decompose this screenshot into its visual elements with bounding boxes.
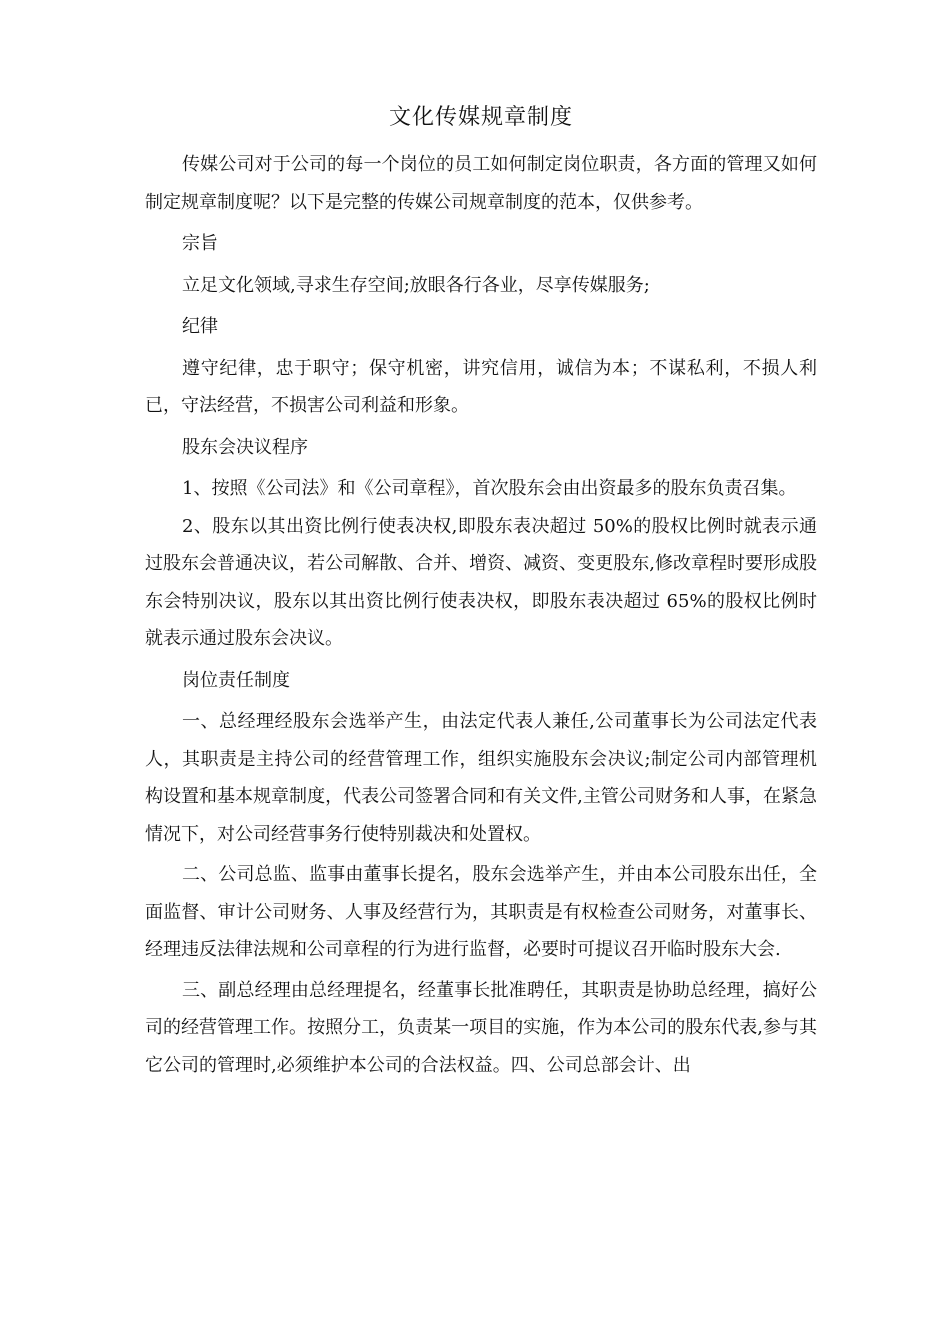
section-heading-purpose: 宗旨	[182, 233, 218, 254]
job-responsibility-paragraph-2: 二、公司总监、监事由董事长提名，股东会选举产生，并由本公司股东出任，全面监督、审计公司财务、人事及经营行为，其职责是有权检查公司财务，对董事长、经理违反法律法规和公司章程的行为进行监督，必要时可提议召开临时股东大会.	[145, 864, 817, 960]
shareholder-paragraph-2: 2、股东以其出资比例行使表决权,即股东表决超过 50%的股权比例时就表示通过股东会普通决议，若公司解散、合并、增资、减资、变更股东,修改章程时要形成股东会特别决议，股东以其出资比例行使表决权，即股东表决超过 65%的股权比例时就表示通过股东会决议。	[145, 515, 817, 649]
job-responsibility-paragraph-1: 一、总经理经股东会选举产生，由法定代表人兼任,公司董事长为公司法定代表人，其职责是主持公司的经营管理工作，组织实施股东会决议;制定公司内部管理机构设置和基本规章制度，代表公司签署合同和有关文件,主管公司财务和人事，在紧急情况下，对公司经营事务行使特别裁决和处置权。	[145, 711, 817, 845]
document-page	[145, 98, 817, 1084]
section-heading-shareholder-procedure: 股东会决议程序	[182, 436, 308, 458]
section-heading-discipline: 纪律	[182, 316, 218, 337]
discipline-paragraph: 遵守纪律，忠于职守；保守机密，讲究信用，诚信为本；不谋私利，不损人利已，守法经营，不损害公司利益和形象。	[145, 357, 817, 416]
purpose-paragraph: 立足文化领域,寻求生存空间;放眼各行各业，尽享传媒服务;	[182, 274, 650, 296]
section-heading-job-responsibility: 岗位责任制度	[182, 669, 290, 691]
job-responsibility-paragraph-3: 三、副总经理由总经理提名，经董事长批准聘任，其职责是协助总经理，搞好公司的经营管理工作。按照分工，负责某一项目的实施，作为本公司的股东代表,参与其它公司的管理时,必须维护本公司的合法权益。四、公司总部会计、出	[145, 979, 817, 1076]
document-title: 文化传媒规章制度	[388, 105, 573, 130]
intro-paragraph: 传媒公司对于公司的每一个岗位的员工如何制定岗位职责，各方面的管理又如何制定规章制度呢？以下是完整的传媒公司规章制度的范本，仅供参考。	[145, 154, 817, 213]
shareholder-paragraph-1: 1、按照《公司法》和《公司章程》，首次股东会由出资最多的股东负责召集。	[182, 478, 797, 499]
